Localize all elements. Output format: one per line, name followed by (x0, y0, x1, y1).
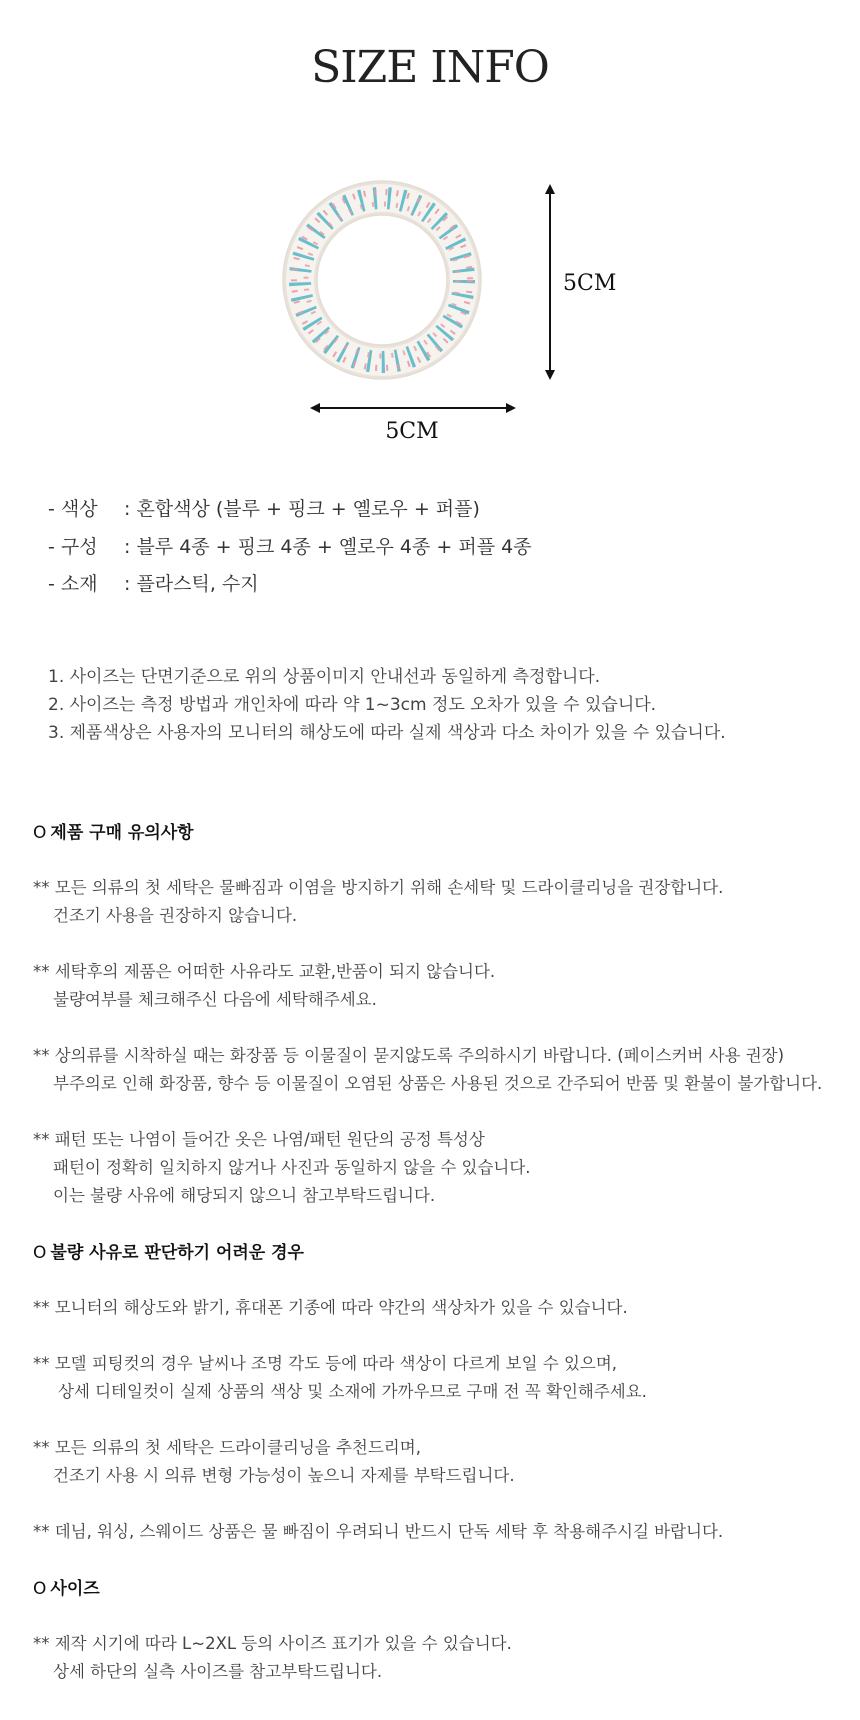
size-note: 1. 사이즈는 단면기준으로 위의 상품이미지 안내선과 동일하게 측정합니다. (48, 667, 601, 687)
size-note: 3. 제품색상은 사용자의 모니터의 해상도에 따라 실제 색상과 다소 차이가 있을 수 있습니다. (48, 723, 726, 743)
page-title: SIZE INFO (311, 42, 549, 93)
notice-line: 불량여부를 체크해주신 다음에 세탁해주세요. (53, 990, 377, 1009)
notice-line: ** 상의류를 시착하실 때는 화장품 등 이물질이 묻지않도록 주의하시기 바랍니다. (페이스커버 사용 권장) (33, 1046, 785, 1065)
spec-material (48, 569, 259, 596)
notice-line: 상세 하단의 실측 사이즈를 참고부탁드립니다. (53, 1662, 383, 1681)
circle-bullet-icon: O (33, 1579, 47, 1599)
spec-label: - 소재 (48, 573, 98, 595)
spec-value: : 혼합색상 (블루 + 핑크 + 옐로우 + 퍼플) (124, 498, 480, 520)
spec-color (48, 494, 480, 521)
notice-line: 건조기 사용 시 의류 변형 가능성이 높으니 자제를 부탁드립니다. (53, 1466, 515, 1485)
circle-bullet-icon: O (33, 823, 47, 843)
product-size-figure (0, 0, 860, 460)
notice-line: 건조기 사용을 권장하지 않습니다. (53, 906, 298, 925)
section-heading-defect (33, 1238, 304, 1263)
spec-label: - 색상 (48, 498, 98, 520)
height-label: 5CM (563, 271, 617, 296)
notice-line: ** 제작 시기에 따라 L~2XL 등의 사이즈 표기가 있을 수 있습니다. (33, 1634, 512, 1653)
size-note: 2. 사이즈는 측정 방법과 개인차에 따라 약 1~3cm 정도 오차가 있을 수 있습니다. (48, 695, 657, 715)
section-heading-text: 사이즈 (50, 1579, 100, 1599)
notice-line: ** 모니터의 해상도와 밝기, 휴대폰 기종에 따라 약간의 색상차가 있을 수 있습니다. (33, 1298, 628, 1317)
notice-line: 부주의로 인해 화장품, 향수 등 이물질이 오염된 상품은 사용된 것으로 간주되어 반품 및 환불이 불가합니다. (53, 1074, 823, 1093)
width-label: 5CM (385, 419, 439, 444)
spec-label: - 구성 (48, 536, 98, 558)
section-heading-size (33, 1574, 100, 1599)
notice-line: ** 모든 의류의 첫 세탁은 드라이클리닝을 추천드리며, (33, 1438, 421, 1457)
notice-line: ** 데님, 워싱, 스웨이드 상품은 물 빠짐이 우려되니 반드시 단독 세탁 후 착용해주시길 바랍니다. (33, 1522, 724, 1541)
notice-line: ** 모든 의류의 첫 세탁은 물빠짐과 이염을 방지하기 위해 손세탁 및 드라이클리닝을 권장합니다. (33, 878, 724, 897)
notice-line: ** 세탁후의 제품은 어떠한 사유라도 교환,반품이 되지 않습니다. (33, 962, 496, 981)
notice-line: 이는 불량 사유에 해당되지 않으니 참고부탁드립니다. (53, 1186, 436, 1205)
section-heading-text: 제품 구매 유의사항 (50, 823, 194, 843)
section-heading-purchase (33, 818, 194, 843)
notice-line: ** 모델 피팅컷의 경우 날씨나 조명 각도 등에 따라 색상이 다르게 보일 수 있으며, (33, 1354, 618, 1373)
spec-value: : 플라스틱, 수지 (124, 573, 259, 595)
notice-line: ** 패턴 또는 나염이 들어간 옷은 나염/패턴 원단의 공정 특성상 (33, 1130, 485, 1149)
section-heading-text: 불량 사유로 판단하기 어려운 경우 (50, 1243, 304, 1263)
spec-value: : 블루 4종 + 핑크 4종 + 옐로우 4종 + 퍼플 4종 (124, 536, 532, 558)
circle-bullet-icon: O (33, 1243, 47, 1263)
spec-composition (48, 532, 532, 559)
hair-tie-image (283, 181, 481, 379)
notice-line: 패턴이 정확히 일치하지 않거나 사진과 동일하지 않을 수 있습니다. (53, 1158, 531, 1177)
notice-line: 상세 디테일컷이 실제 상품의 색상 및 소재에 가까우므로 구매 전 꼭 확인해주세요. (58, 1382, 647, 1401)
